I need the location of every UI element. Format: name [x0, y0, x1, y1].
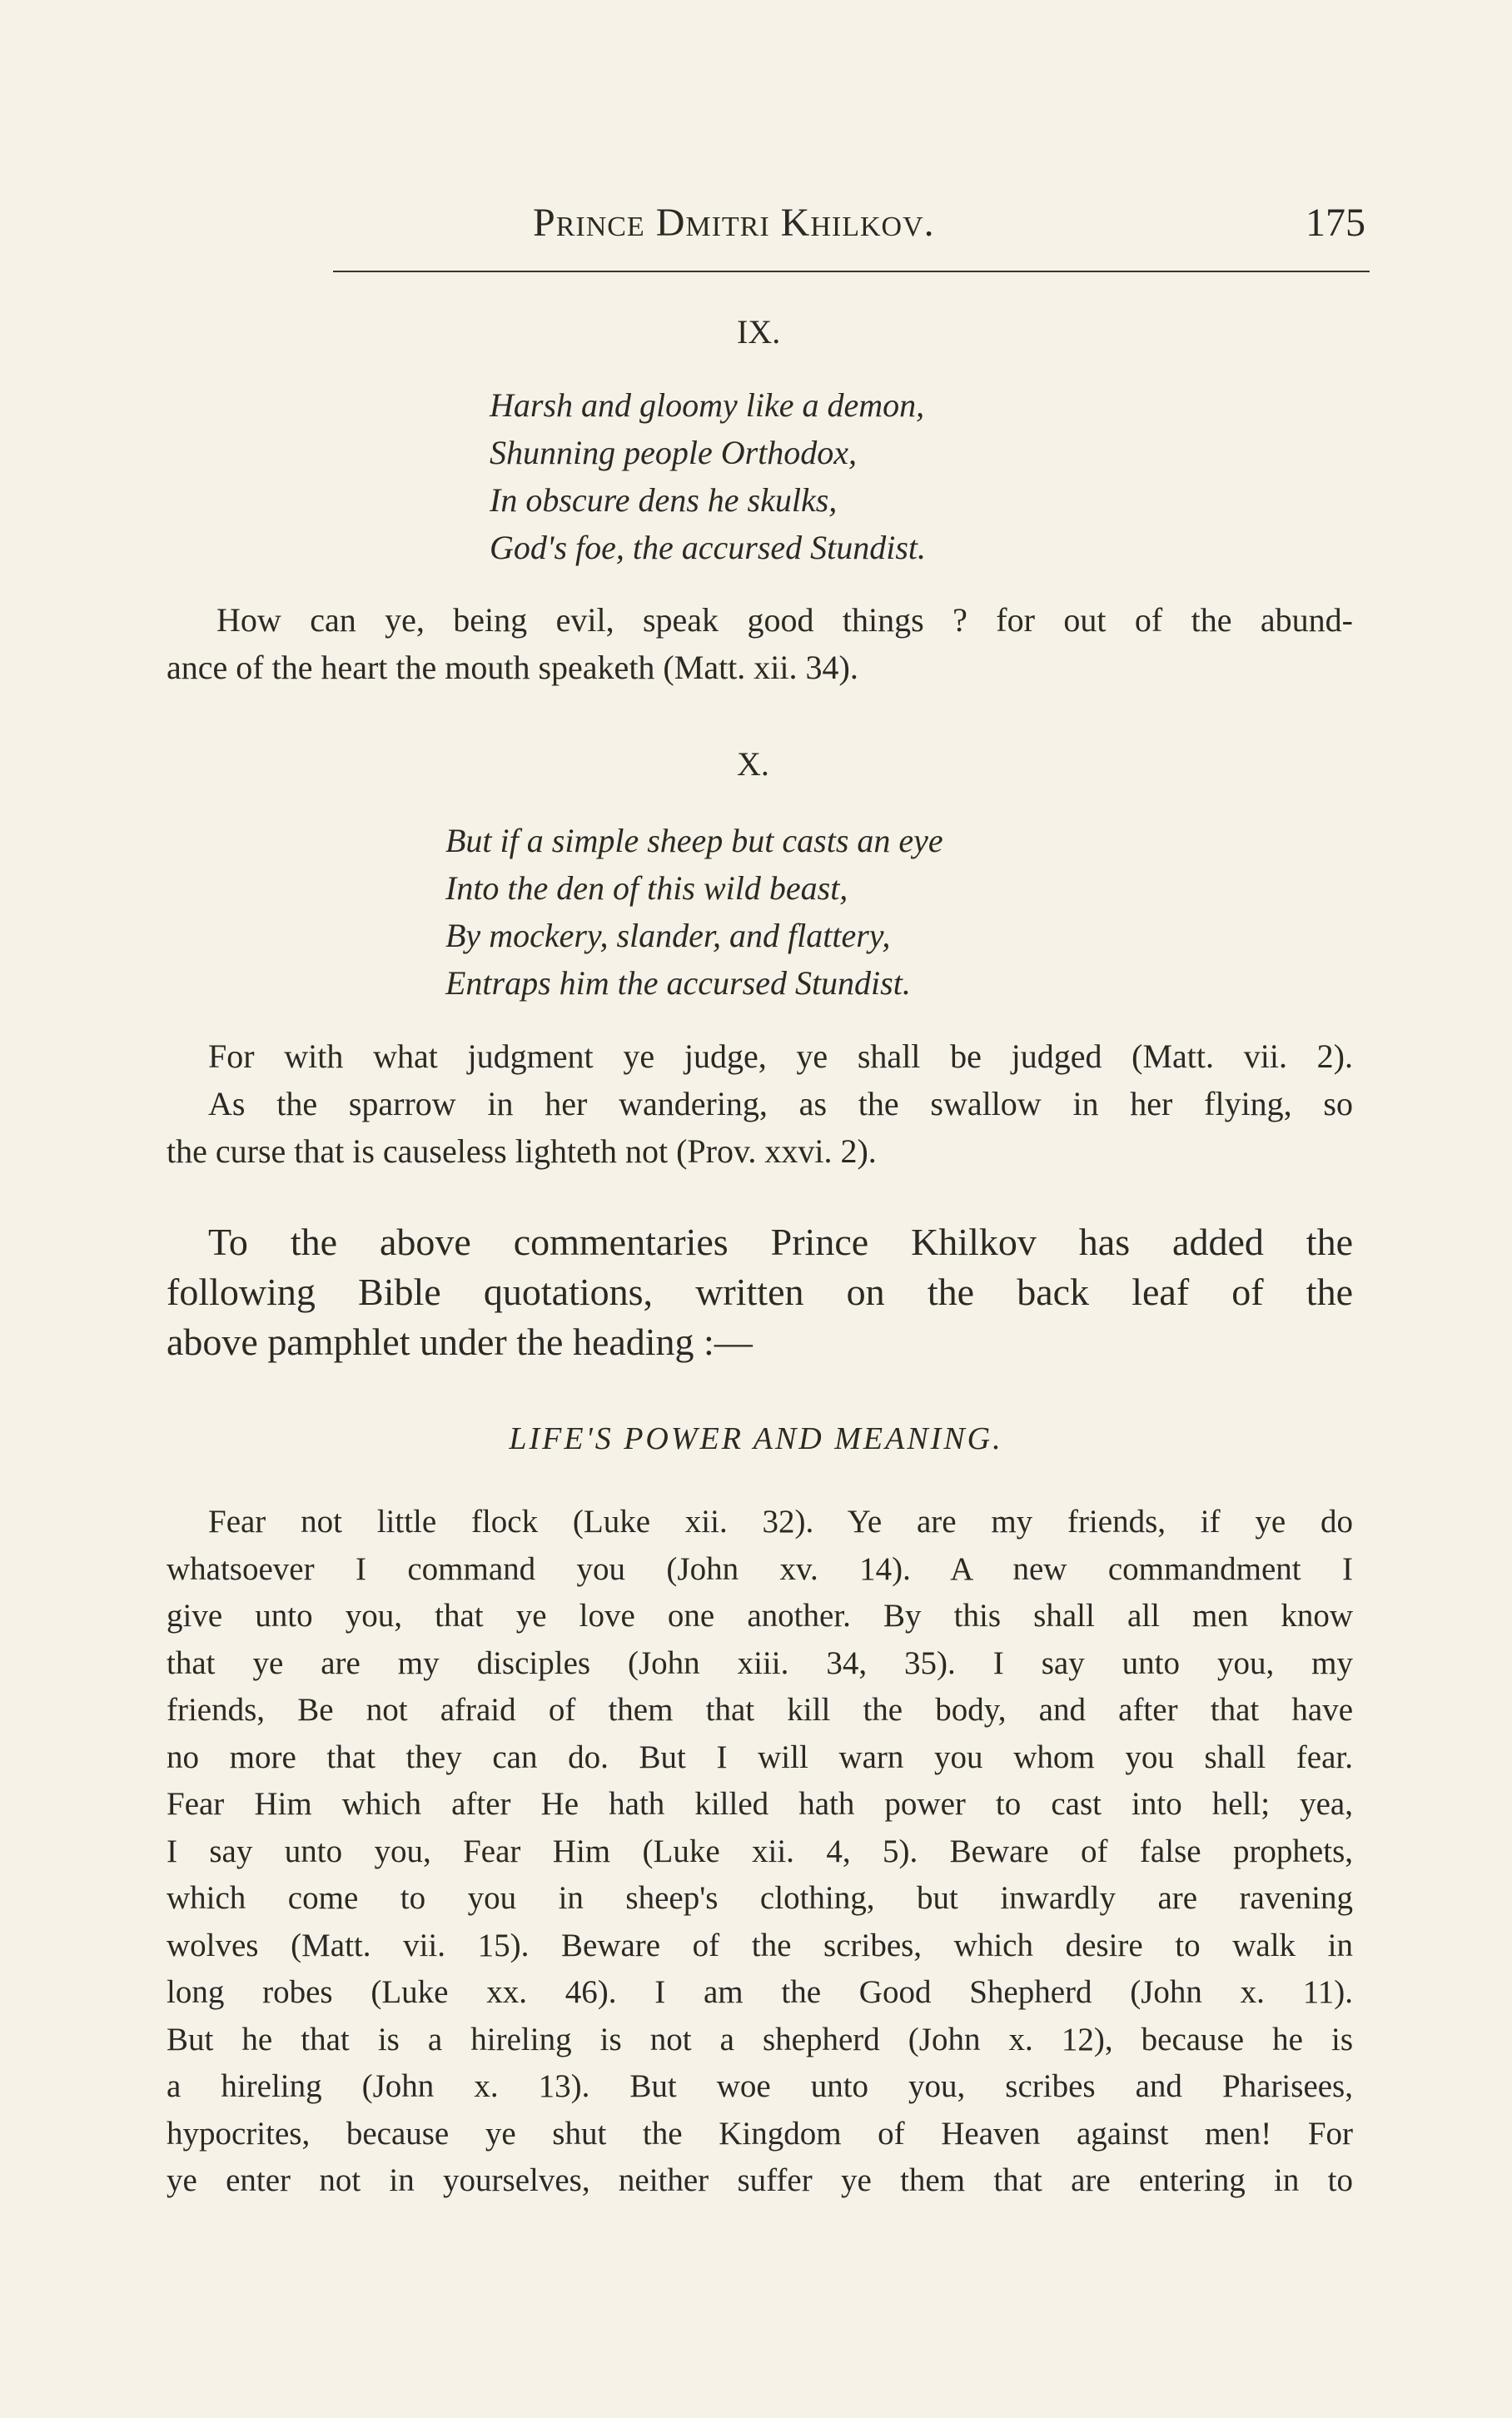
body-line: give unto you, that ye love one another. By this shall all men know	[167, 1598, 1353, 1634]
intro-paragraph	[167, 1217, 1353, 1367]
body-line: hypocrites, because ye shut the Kingdom of Heaven against men! For	[167, 2115, 1353, 2152]
prose-line: the curse that is causeless lighteth not (Prov. xxvi. 2).	[167, 1132, 877, 1170]
section-numeral-x: X.	[737, 745, 769, 783]
body-line: whatsoever I command you (John xv. 14). A new commandment I	[167, 1550, 1353, 1587]
body-line: ye enter not in yourselves, neither suffer ye them that are entering in to	[167, 2162, 1353, 2198]
body-line: long robes (Luke xx. 46). I am the Good Shepherd (John x. 11).	[167, 1974, 1353, 2010]
body-line: which come to you in sheep's clothing, but inwardly are ravening	[167, 1880, 1353, 1916]
page-number: 175	[1306, 201, 1365, 245]
poem-stanza-x	[445, 817, 943, 1007]
section-heading: LIFE'S POWER AND MEANING.	[509, 1421, 1003, 1456]
poem-line: But if a simple sheep but casts an eye	[445, 822, 943, 859]
commentary-x	[167, 1032, 1353, 1175]
poem-stanza-ix	[490, 381, 926, 571]
poem-line: By mockery, slander, and flattery,	[445, 917, 891, 954]
poem-line: God's foe, the accursed Stundist.	[490, 529, 927, 566]
prose-line: As the sparrow in her wandering, as the swallow in her flying, so	[208, 1085, 1353, 1122]
prose-line: How can ye, being evil, speak good things ? for out of the abund-	[216, 601, 1353, 639]
poem-line: Into the den of this wild beast,	[445, 869, 848, 907]
poem-line: Entraps him the accursed Stundist.	[445, 964, 911, 1002]
page-header	[533, 200, 1365, 250]
body-line: no more that they can do. But I will warn you whom you shall fear.	[167, 1739, 1353, 1775]
body-line: friends, Be not afraid of them that kill the body, and after that have	[167, 1692, 1353, 1728]
commentary-ix	[167, 596, 1353, 691]
header-rule	[333, 271, 1370, 272]
poem-line: In obscure dens he skulks,	[490, 481, 838, 519]
body-line: Fear Him which after He hath killed hath power to cast into hell; yea,	[167, 1786, 1353, 1822]
intro-line: above pamphlet under the heading :—	[167, 1321, 753, 1363]
intro-line: following Bible quotations, written on the back leaf of the	[167, 1271, 1353, 1313]
body-line: Fear not little flock (Luke xii. 32). Ye are my friends, if ye do	[208, 1504, 1353, 1540]
running-title: Prince Dmitri Khilkov.	[533, 201, 935, 245]
body-line: wolves (Matt. vii. 15). Beware of the scribes, which desire to walk in	[167, 1927, 1353, 1963]
body-line: a hireling (John x. 13). But woe unto you, scribes and Pharisees,	[167, 2068, 1353, 2104]
body-line: I say unto you, Fear Him (Luke xii. 4, 5). Beware of false prophets,	[167, 1833, 1353, 1869]
prose-line: ance of the heart the mouth speaketh (Matt. xii. 34).	[167, 649, 858, 686]
quotations-paragraph	[167, 1499, 1353, 2205]
body-line: that ye are my disciples (John xiii. 34, 35). I say unto you, my	[167, 1644, 1353, 1681]
prose-line: For with what judgment ye judge, ye shall be judged (Matt. vii. 2).	[208, 1037, 1353, 1075]
poem-line: Shunning people Orthodox,	[490, 434, 858, 471]
intro-line: To the above commentaries Prince Khilkov has added the	[208, 1221, 1353, 1263]
body-line: But he that is a hireling is not a shepherd (John x. 12), because he is	[167, 2021, 1353, 2057]
poem-line: Harsh and gloomy like a demon,	[490, 386, 925, 424]
section-numeral-ix: IX.	[737, 313, 781, 351]
